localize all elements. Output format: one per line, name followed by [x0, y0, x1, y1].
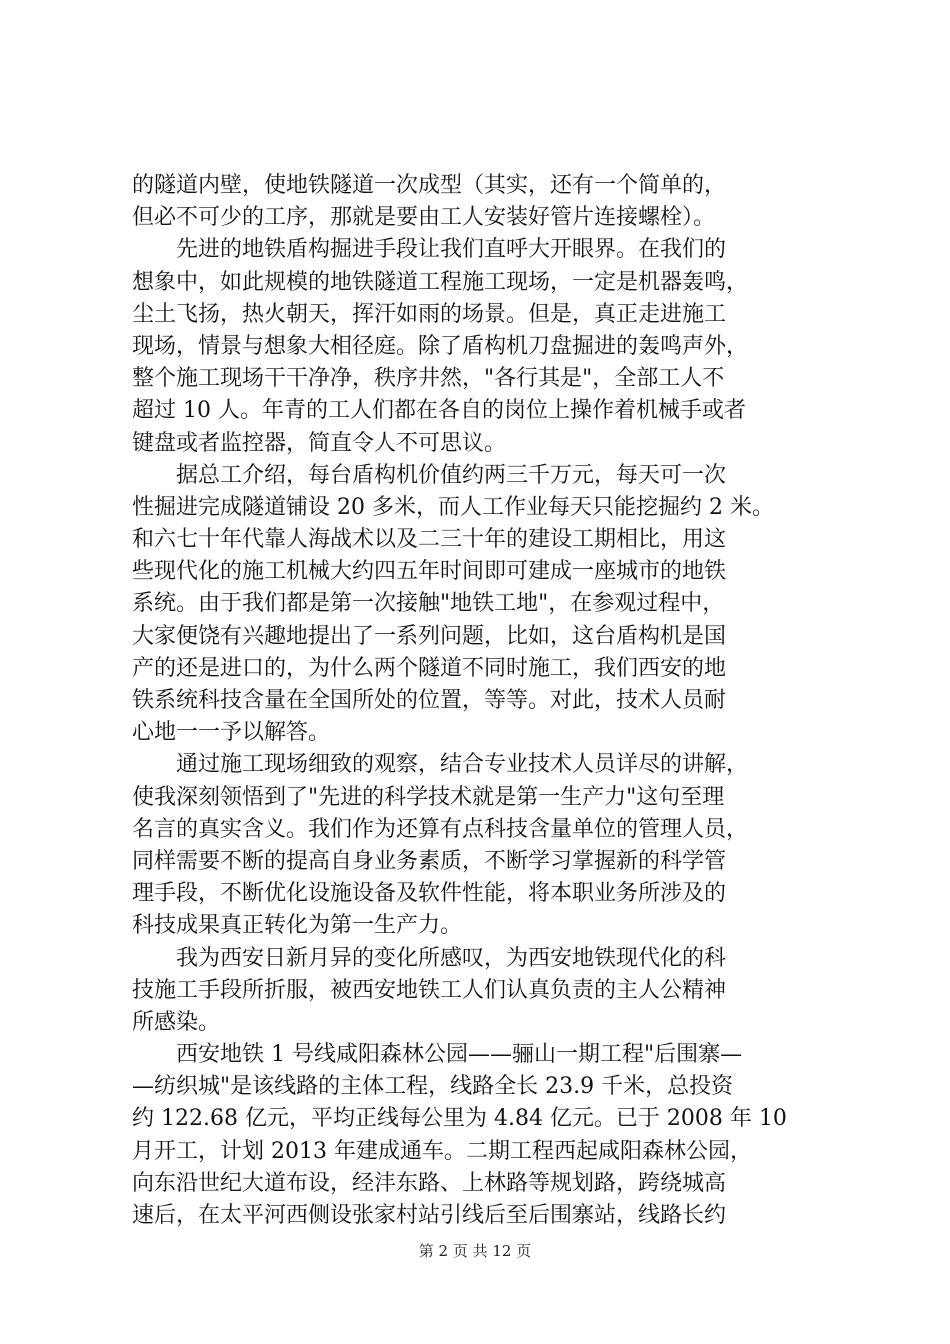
text-line: 先进的地铁盾构掘进手段让我们直呼大开眼界。在我们的: [132, 237, 727, 263]
text-line: 名言的真实含义。我们作为还算有点科技含量单位的管理人员，: [132, 816, 749, 842]
text-line: 但必不可少的工序，那就是要由工人安装好管片连接螺栓）。: [132, 205, 716, 231]
text-line: 理手段，不断优化设施设备及软件性能，将本职业务所涉及的: [132, 881, 727, 907]
text-line: 现场，情景与想象大相径庭。除了盾构机刀盘掘进的轰鸣声外，: [132, 333, 749, 359]
text-line: 月开工，计划 2013 年建成通车。二期工程西起咸阳森林公园，: [132, 1138, 752, 1164]
text-line: 铁系统科技含量在全国所处的位置，等等。对此，技术人员耐: [132, 688, 727, 713]
text-line: 性掘进完成隧道铺设 20 多米，而人工作业每天只能挖掘约 2 米。: [132, 494, 774, 520]
text-line: 所感染。: [132, 1009, 221, 1035]
text-line: 我为西安日新月异的变化所感叹，为西安地铁现代化的科: [132, 945, 727, 971]
text-line: 技施工手段所折服，被西安地铁工人们认真负责的主人公精神: [132, 977, 727, 1003]
text-line: 的隧道内壁，使地铁隧道一次成型（其实，还有一个简单的，: [132, 173, 727, 198]
text-line: 系统。由于我们都是第一次接触"地铁工地"，在参观过程中，: [132, 591, 725, 617]
text-line: 向东沿世纪大道布设，经沣东路、上林路等规划路，跨绕城高: [132, 1170, 727, 1196]
text-line: 使我深刻领悟到了"先进的科学技术就是第一生产力"这句至理: [132, 784, 725, 810]
text-line: 想象中，如此规模的地铁隧道工程施工现场，一定是机器轰鸣，: [132, 269, 749, 295]
text-line: 速后，在太平河西侧设张家村站引线后至后围寨站，线路长约: [132, 1203, 727, 1228]
text-line: 科技成果真正转化为第一生产力。: [132, 913, 463, 939]
text-line: 超过 10 人。年青的工人们都在各自的岗位上操作着机械手或者: [132, 398, 746, 424]
text-line: 产的还是进口的，为什么两个隧道不同时施工，我们西安的地: [132, 655, 727, 681]
page-number: 第 2 页 共 12 页: [418, 1242, 532, 1260]
text-line: 尘土飞扬，热火朝天，挥汗如雨的场景。但是，真正走进施工: [132, 301, 727, 327]
text-line: 西安地铁 1 号线咸阳森林公园——骊山一期工程"后围寨—: [132, 1042, 743, 1068]
text-line: 些现代化的施工机械大约四五年时间即可建成一座城市的地铁: [132, 559, 727, 585]
text-line: 整个施工现场干干净净，秩序井然，"各行其是"，全部工人不: [132, 366, 725, 392]
text-line: 键盘或者监控器，简直令人不可思议。: [132, 430, 507, 456]
text-line: 和六七十年代靠人海战术以及二三十年的建设工期相比，用这: [132, 527, 727, 553]
text-line: 大家便饶有兴趣地提出了一系列问题，比如，这台盾构机是国: [132, 623, 727, 649]
text-line: 约 122.68 亿元，平均正线每公里为 4.84 亿元。已于 2008 年 10: [132, 1106, 787, 1132]
text-line: 心地一一予以解答。: [132, 720, 331, 746]
page-footer: [0, 1240, 950, 1261]
text-line: —纺织城"是该线路的主体工程，线路全长 23.9 千米，总投资: [132, 1074, 734, 1100]
text-line: 据总工介绍，每台盾构机价值约两三千万元，每天可一次: [132, 462, 727, 488]
text-line: 同样需要不断的提高自身业务素质，不断学习掌握新的科学管: [132, 848, 727, 874]
document-body: [132, 170, 832, 1232]
text-line: 通过施工现场细致的观察，结合专业技术人员详尽的讲解，: [132, 752, 749, 778]
